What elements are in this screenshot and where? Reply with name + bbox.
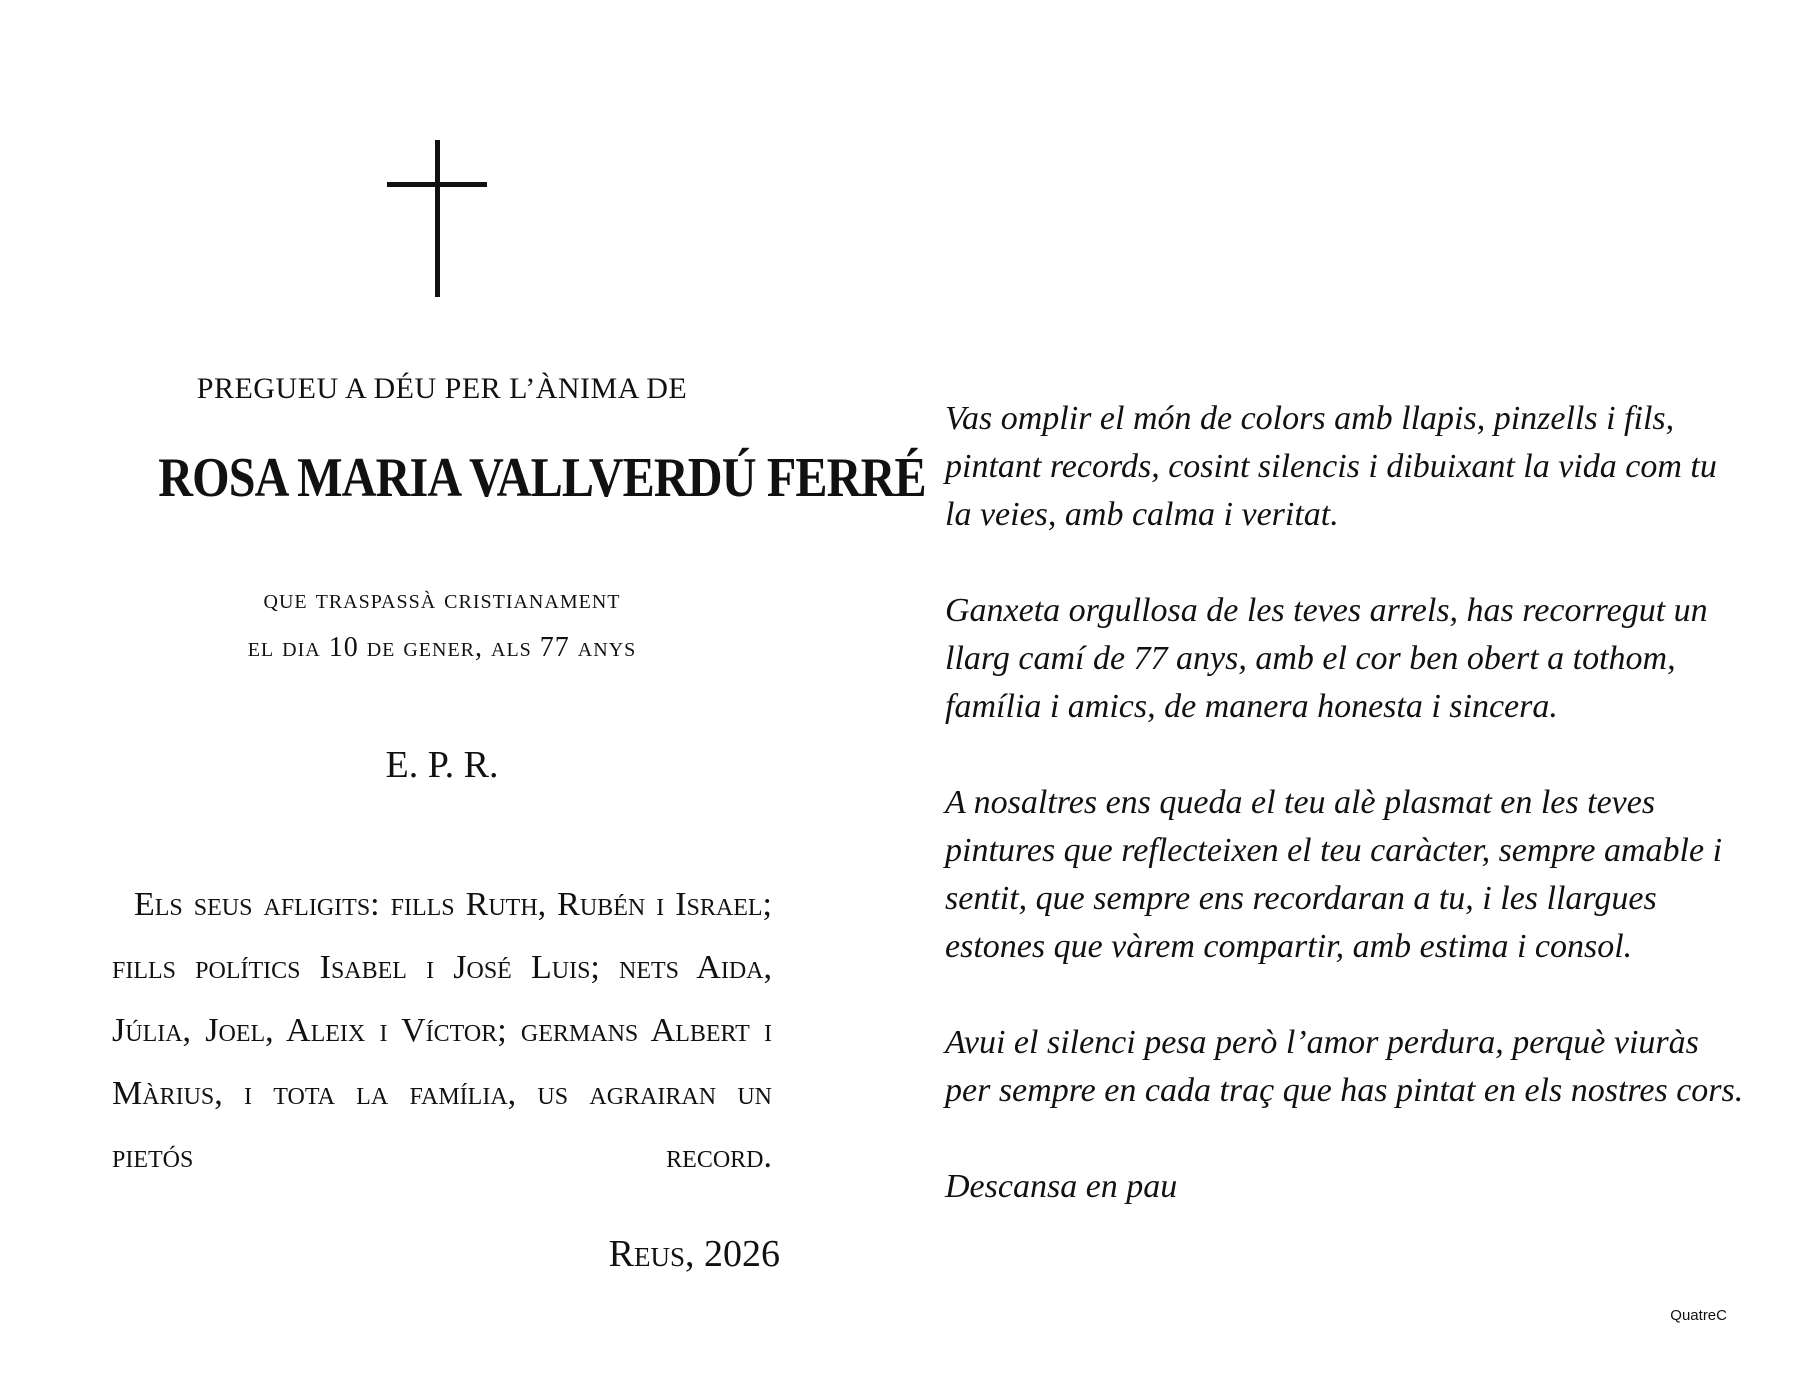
mourners-paragraph: Els seus afligits: fills Ruth, Rubén i Israel; fills polítics Isabel i José Luis; nets Aida, Júlia, Joel, Aleix i Víctor; germans Albert i Màrius, i tota la família, us agrairan un pietós record. bbox=[112, 886, 772, 1175]
memorial-closing: Descansa en pau bbox=[945, 1168, 1178, 1205]
latin-cross-icon bbox=[387, 140, 487, 300]
memorial-paragraph-2: Ganxeta orgullosa de les teves arrels, has recorregut un llarg camí de 77 anys, amb el cor ben obert a tothom, família i amics, de manera honesta i sincera. bbox=[945, 592, 1708, 725]
memorial-paragraph-4: Avui el silenci pesa però l’amor perdura, perquè viuràs per sempre en cada traç que has pintat en els nostres cors. bbox=[945, 1024, 1744, 1109]
memorial-paragraph-1: Vas omplir el món de colors amb llapis, pinzells i fils, pintant records, cosint silencis i dibuixant la vida com tu la veies, amb calma i veritat. bbox=[945, 400, 1717, 533]
passing-line-1: que traspassà cristianament bbox=[263, 584, 621, 615]
epr-abbreviation: E. P. R. bbox=[385, 744, 499, 786]
passing-notice bbox=[112, 576, 772, 672]
place-date: Reus, 2026 bbox=[608, 1233, 780, 1275]
left-panel bbox=[112, 0, 926, 1382]
memorial-paragraph-3: A nosaltres ens queda el teu alè plasmat en les teves pintures que reflecteixen el teu caràcter, sempre amable i sentit, que sempre ens recordaran a tu, i les llargues estones que vàrem compartir, amb estima i consol. bbox=[945, 784, 1723, 965]
passing-line-2: el dia 10 de gener, als 77 anys bbox=[247, 632, 637, 663]
prayer-heading: PREGUEU A DÉU PER L’ÀNIMA DE bbox=[196, 372, 688, 405]
deceased-name: ROSA MARIA VALLVERDÚ FERRÉ bbox=[158, 447, 926, 509]
memorial-text bbox=[945, 395, 1745, 1259]
printer-credit: QuatreC bbox=[1670, 1307, 1727, 1324]
